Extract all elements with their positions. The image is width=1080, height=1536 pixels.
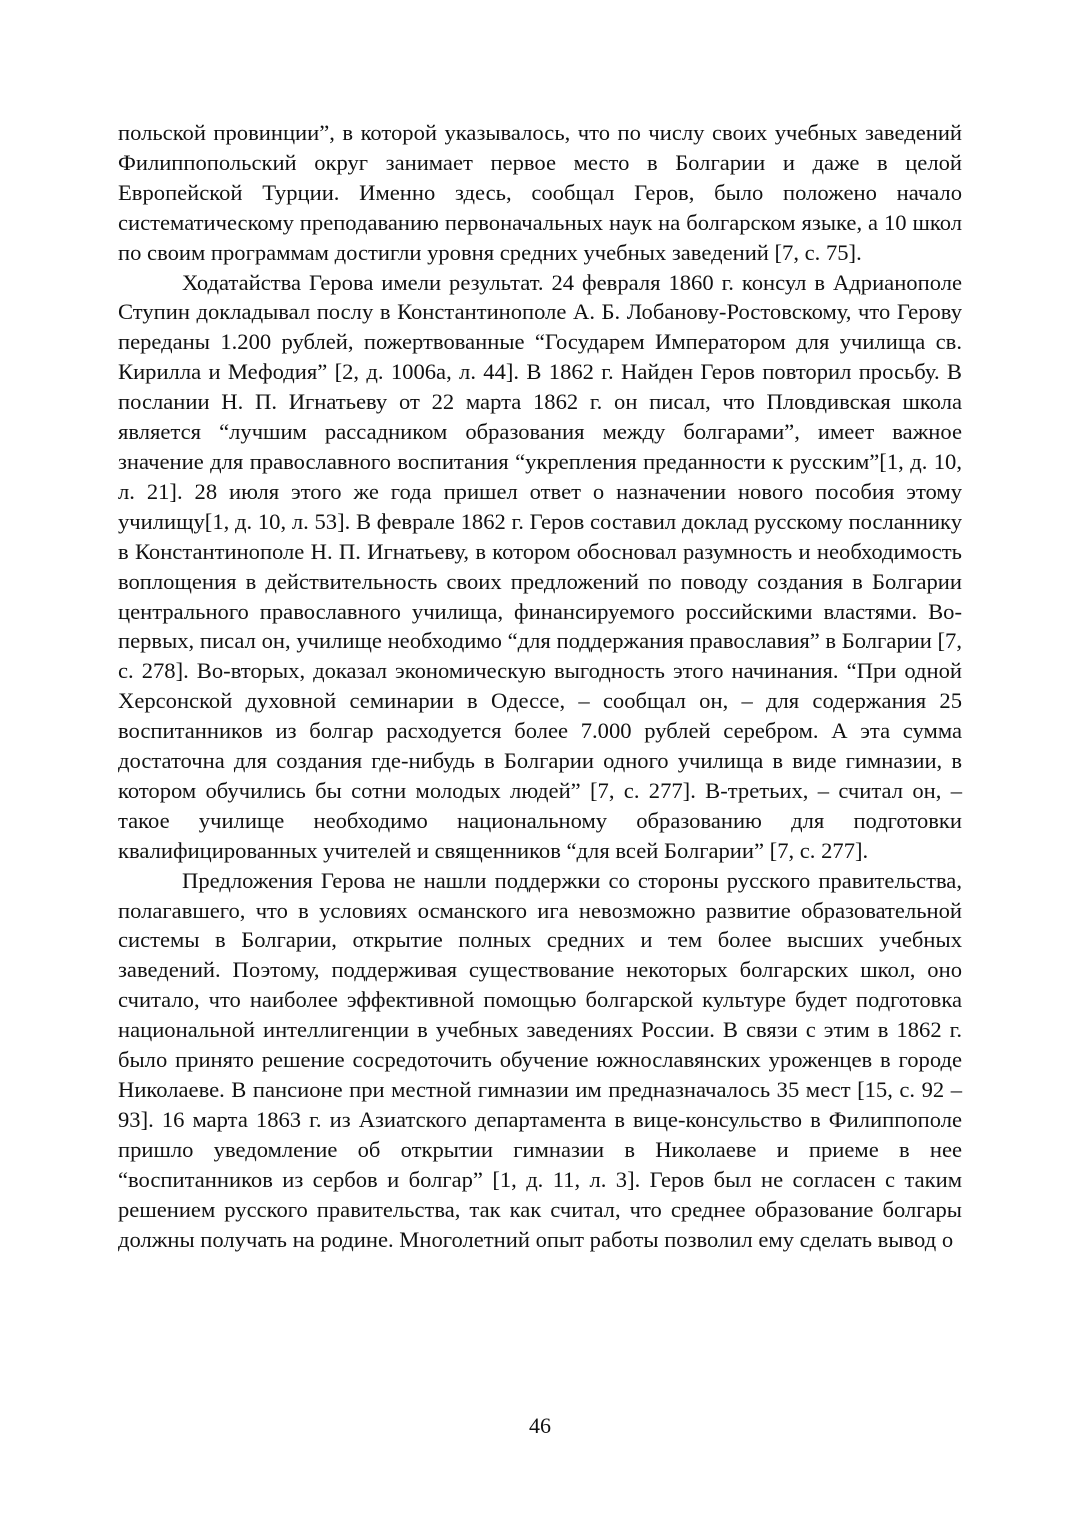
paragraph-proposals: Предложения Герова не нашли поддержки со стороны русского правительства, полагавшего, что в условиях османского ига невозможно развитие образовательной системы в Болгарии, открытие полных средних и тем более высших учебных заведений. Поэтому, поддерживая существование некоторых болгарских школ, оно считало, что наиболее эффективной помощью болгарской культуре будет подготовка национальной интеллигенции в учебных заведениях России. В связи с этим в 1862 г. было принято решение сосредоточить обучение южнославянских уроженцев в городе Николаеве. В пансионе при местной гимназии им предназначалось 35 мест [15, с. 92 – 93]. 16 марта 1863 г. из Азиатского департамента в вице-консульство в Филиппополе пришло уведомление об открытии гимназии в Николаеве и приеме в нее “воспитанников из сербов и болгар” [1, д. 11, л. 3]. Геров был не согласен с таким решением русского правительства, так как считал, что среднее образование болгары должны получать на родине. Многолетний опыт работы позволил ему сделать вывод о: [118, 867, 962, 1252]
paragraph-petitions: Ходатайства Герова имели результат. 24 февраля 1860 г. консул в Адрианополе Ступин докладывал послу в Константинополе А. Б. Лобанову-Ростовскому, что Герову переданы 1.200 рублей, пожертвованные “Государем Императором для училища св. Кирилла и Мефодия” [2, д. 1006а, л. 44]. В 1862 г. Найден Геров повторил просьбу. В послании Н. П. Игнатьеву от 22 марта 1862 г. он писал, что Пловдивская школа является “лучшим рассадником образования между болгарами”, имеет важное значение для православного воспитания “укрепления преданности к русским”[1, д. 10, л. 21]. 28 июля этого же года пришел ответ о назначении нового пособия этому училищу[1, д. 10, л. 53]. В феврале 1862 г. Геров составил доклад русскому посланнику в Константинополе Н. П. Игнатьеву, в котором обосновал разумность и необходимость воплощения в действительность своих предложений по поводу создания в Болгарии центрального православного училища, финансируемого российскими властями. Во-первых, писал он, училище необходимо “для поддержания православия” в Болгарии [7, с. 278]. Во-вторых, доказал экономическую выгодность этого начинания. “При одной Херсонской духовной семинарии в Одессе, – сообщал он, – для содержания 25 воспитанников из болгар расходуется более 7.000 рублей серебром. А эта сумма достаточна для создания где-нибудь в Болгарии одного училища в виде гимназии, в котором обучились бы сотни молодых людей” [7, с. 277]. В-третьих, – считал он, – такое училище необходимо национальному образованию для подготовки квалифицированных учителей и священников “для всей Болгарии” [7, с. 277].: [118, 269, 962, 863]
page-number: 46: [529, 1413, 551, 1438]
page-body: [118, 118, 962, 1254]
paragraph-continuation: польской провинции”, в которой указывалось, что по числу своих учебных заведений Филиппопольский округ занимает первое место в Болгарии и даже в целой Европейской Турции. Именно здесь, сообщал Геров, было положено начало систематическому преподаванию первоначальных наук на болгарском языке, а 10 школ по своим программам достигли уровня средних учебных заведений [7, с. 75].: [118, 120, 962, 265]
